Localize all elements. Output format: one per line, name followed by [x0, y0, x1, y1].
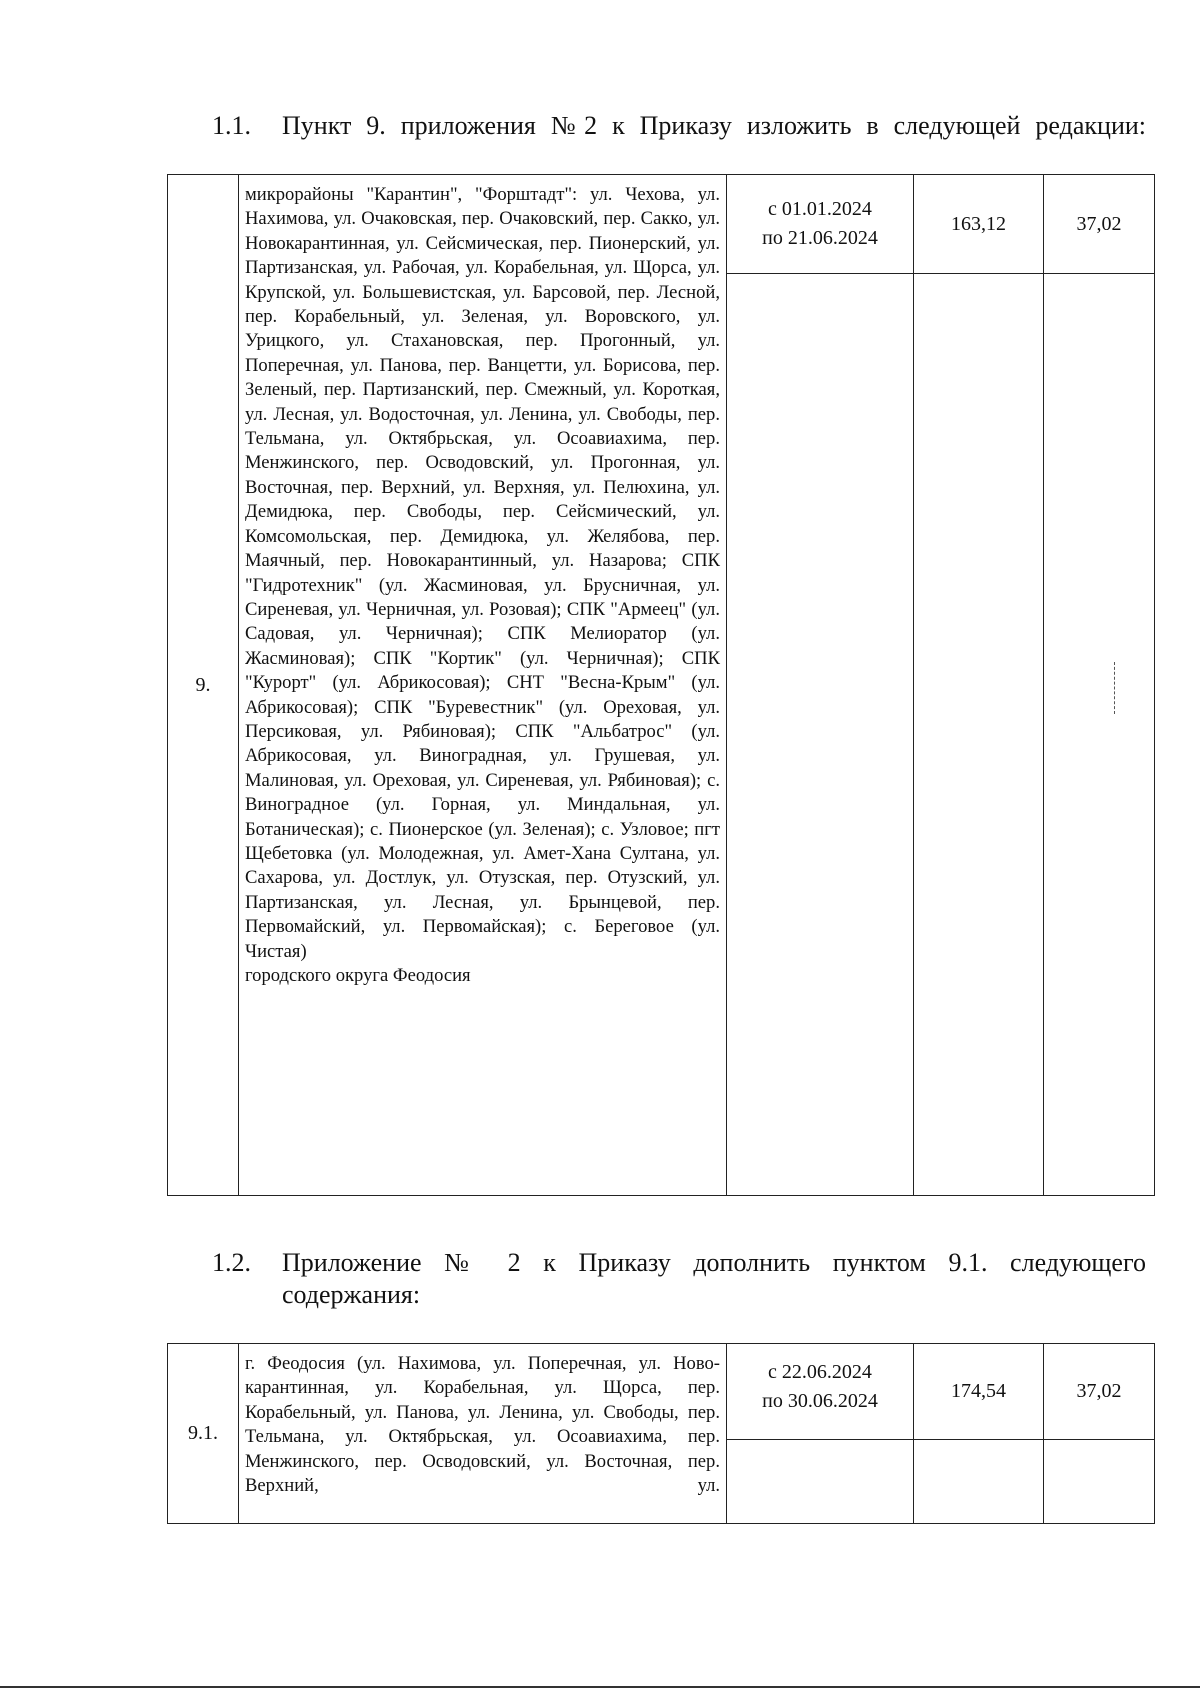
tariff-value-2-cell: 37,02: [1044, 175, 1155, 274]
period-to: по 30.06.2024: [762, 1390, 878, 1412]
section-1-1-heading: [212, 110, 1146, 142]
pen-mark: [1114, 662, 1117, 714]
section-text: Пункт 9. приложения №2 к Приказу изложить в следующей редакции:: [282, 111, 1146, 140]
row-number-cell: 9.: [168, 175, 239, 1196]
period-from: с 22.06.2024: [768, 1361, 872, 1383]
empty-value-cell: [914, 274, 1044, 1196]
period-cell: [727, 175, 914, 274]
period-to: по 21.06.2024: [762, 227, 878, 249]
address-description: микрорайоны "Карантин", "Форштадт": ул. Чехова, ул. Нахимова, ул. Очаковская, пер. Очаковский, пер. Сакко, ул. Новокарантинная, ул. Сейсмическая, пер. Пионерский, ул. Партизанская, ул. Рабочая, ул. Корабельная, ул. Щорса, ул. Крупской, ул. Большевистская, ул. Барсовой, пер. Лесной, пер. Корабельный, ул. Зеленая, ул. Воровского, ул. Урицкого, ул. Стахановская, пер. Прогонный, ул. Поперечная, ул. Панова, пер. Ванцетти, ул. Борисова, пер. Зеленый, пер. Партизанский, пер. Смежный, ул. Короткая, ул. Лесная, ул. Водосточная, ул. Ленина, ул. Свободы, пер. Тельмана, ул. Октябрьская, ул. Осоавиахима, пер. Менжинского, пер. Осводовский, ул. Прогонная, ул. Восточная, пер. Верхний, ул. Верхняя, ул. Пелюхина, ул. Демидюка, пер. Свободы, пер. Сейсмический, ул. Комсомольская, пер. Демидюка, ул. Желябова, пер. Маячный, пер. Новокарантинный, ул. Назарова; СПК "Гидротехник" (ул. Жасминовая, ул. Брусничная, ул. Сиреневая, ул. Черничная, ул. Розовая); СПК "Армеец" (ул. Садовая, ул. Черничная); СПК Мелиоратор (ул. Жасминовая); СПК "Кортик" (ул. Черничная); СПК "Курорт" (ул. Абрикосовая); СНТ "Весна-Крым" (ул. Абрикосовая); СПК "Буревестник" (ул. Ореховая, ул. Персиковая, ул. Рябиновая); СПК "Альбатрос" (ул. Абрикосовая, ул. Виноградная, ул. Грушевая, ул. Малиновая, ул. Ореховая, ул. Сиреневая, ул. Рябиновая); с. Виноградное (ул. Горная, ул. Миндальная, ул. Ботаническая); с. Пионерское (ул. Зеленая); с. Узловое; пгт Щебетовка (ул. Молодежная, ул. Амет-Хана Султана, ул. Сахарова, ул. Достлук, ул. Отузская, пер. Отузский, ул. Партизанская, ул. Лесная, ул. Брынцевой, пер. Первомайский, ул. Первомайская); с. Береговое (ул. Чистая): [245, 184, 720, 962]
empty-value-cell: [914, 1440, 1044, 1524]
address-description-cell: [239, 1344, 727, 1524]
address-description-last: городского округа Феодосия: [245, 965, 471, 986]
empty-value-2-cell: [1044, 1440, 1155, 1524]
table-item-9: [167, 174, 1155, 1196]
period-cell: [727, 1344, 914, 1440]
section-number: 1.2.: [212, 1248, 251, 1277]
empty-period-cell: [727, 274, 914, 1196]
tariff-value-cell: 163,12: [914, 175, 1044, 274]
empty-value-2-cell: [1044, 274, 1155, 1196]
section-number: 1.1.: [212, 111, 251, 140]
row-number-cell: 9.1.: [168, 1344, 239, 1524]
period-from: с 01.01.2024: [768, 198, 872, 220]
empty-period-cell: [727, 1440, 914, 1524]
section-1-2-heading: [212, 1247, 1146, 1311]
section-text-line1: Приложение № 2 к Приказу дополнить пунктом 9.1. следующего: [282, 1248, 1146, 1277]
section-text-line2: содержания:: [282, 1280, 421, 1309]
tariff-value-2-cell: 37,02: [1044, 1344, 1155, 1440]
tariff-value-cell: 174,54: [914, 1344, 1044, 1440]
page-bottom-line: [0, 1686, 1200, 1688]
address-description-cell: [239, 175, 727, 1196]
table-item-9-1: [167, 1343, 1155, 1524]
address-description: г. Феодосия (ул. Нахимова, ул. Поперечная, ул. Ново-карантинная, ул. Корабельная, ул. Щорса, пер. Корабельный, ул. Панова, ул. Ленина, ул. Свободы, пер. Тельмана, ул. Октябрьская, ул. Осоавиахима, пер. Менжинского, пер. Осводовский, ул. Восточная, пер. Верхний, ул.: [245, 1353, 720, 1497]
